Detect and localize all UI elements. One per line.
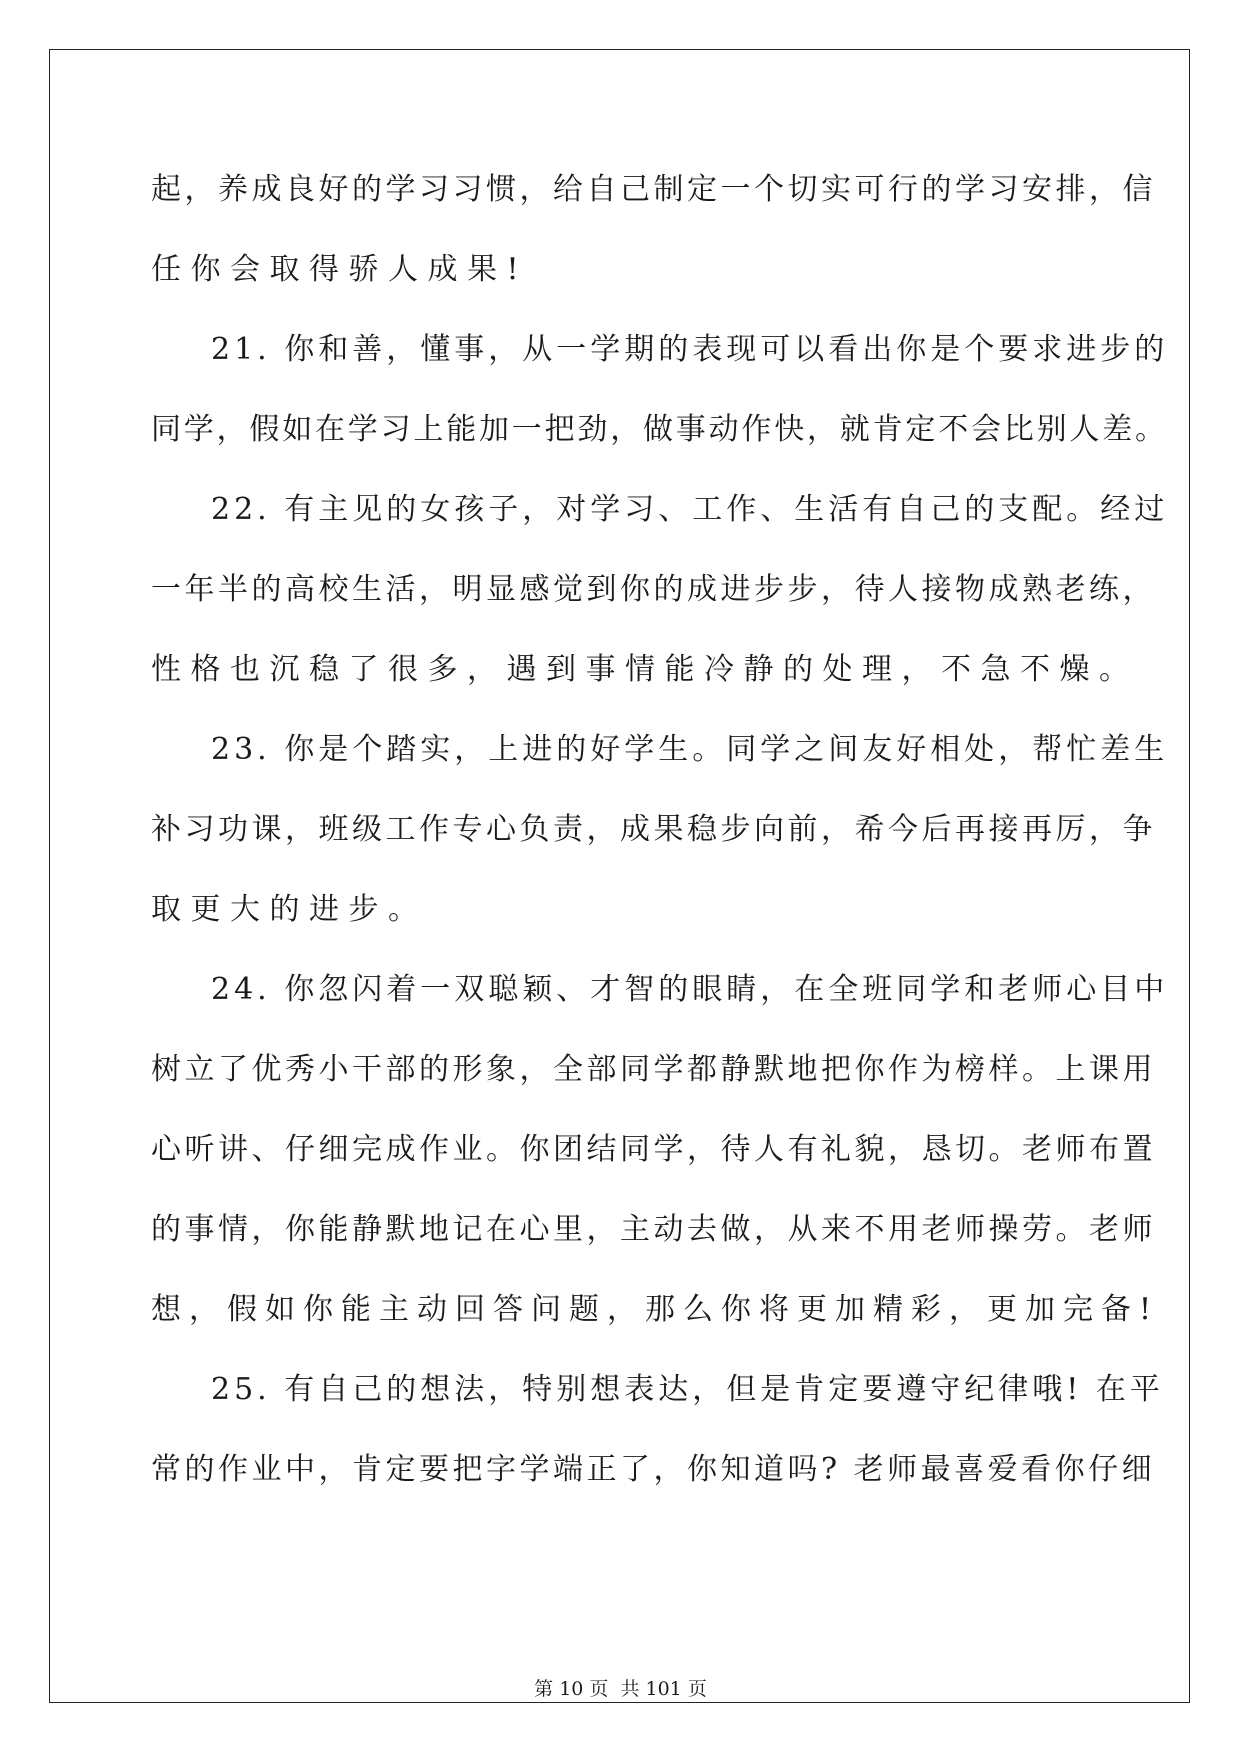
page-number: 第 10 页 xyxy=(534,1678,609,1700)
page-total: 共 101 页 xyxy=(620,1678,707,1700)
text-line: 心听讲、仔细完成作业。你团结同学，待人有礼貌，恳切。老师布置 xyxy=(151,1132,1156,1167)
text-line: 24. 你忽闪着一双聪颖、才智的眼睛，在全班同学和老师心目中 xyxy=(211,972,1169,1007)
page-footer xyxy=(0,1677,1241,1701)
text-line: 任你会取得骄人成果! xyxy=(151,252,529,287)
text-line: 性格也沉稳了很多，遇到事情能冷静的处理，不急不燥。 xyxy=(151,652,1139,687)
text-line: 22. 有主见的女孩子，对学习、工作、生活有自己的支配。经过 xyxy=(211,492,1169,527)
text-line: 25. 有自己的想法，特别想表达，但是肯定要遵守纪律哦! 在平 xyxy=(211,1372,1164,1407)
text-line: 的事情，你能静默地记在心里，主动去做，从来不用老师操劳。老师 xyxy=(151,1212,1156,1247)
text-line: 同学，假如在学习上能加一把劲，做事动作快，就肯定不会比别人差。 xyxy=(151,412,1168,447)
text-line: 一年半的高校生活，明显感觉到你的成进步步，待人接物成熟老练， xyxy=(151,572,1156,607)
text-line: 21. 你和善，懂事，从一学期的表现可以看出你是个要求进步的 xyxy=(211,332,1169,367)
text-line: 补习功课，班级工作专心负责，成果稳步向前，希今后再接再厉，争 xyxy=(151,812,1156,847)
text-line: 23. 你是个踏实，上进的好学生。同学之间友好相处，帮忙差生 xyxy=(211,732,1169,767)
text-line: 常的作业中，肯定要把字学端正了，你知道吗? 老师最喜爱看你仔细 xyxy=(151,1452,1156,1487)
text-line: 起，养成良好的学习习惯，给自己制定一个切实可行的学习安排，信 xyxy=(151,172,1156,207)
text-line: 树立了优秀小干部的形象，全部同学都静默地把你作为榜样。上课用 xyxy=(151,1052,1156,1087)
text-line: 取更大的进步。 xyxy=(151,892,428,927)
text-line: 想，假如你能主动回答问题，那么你将更加精彩，更加完备! xyxy=(151,1292,1160,1327)
